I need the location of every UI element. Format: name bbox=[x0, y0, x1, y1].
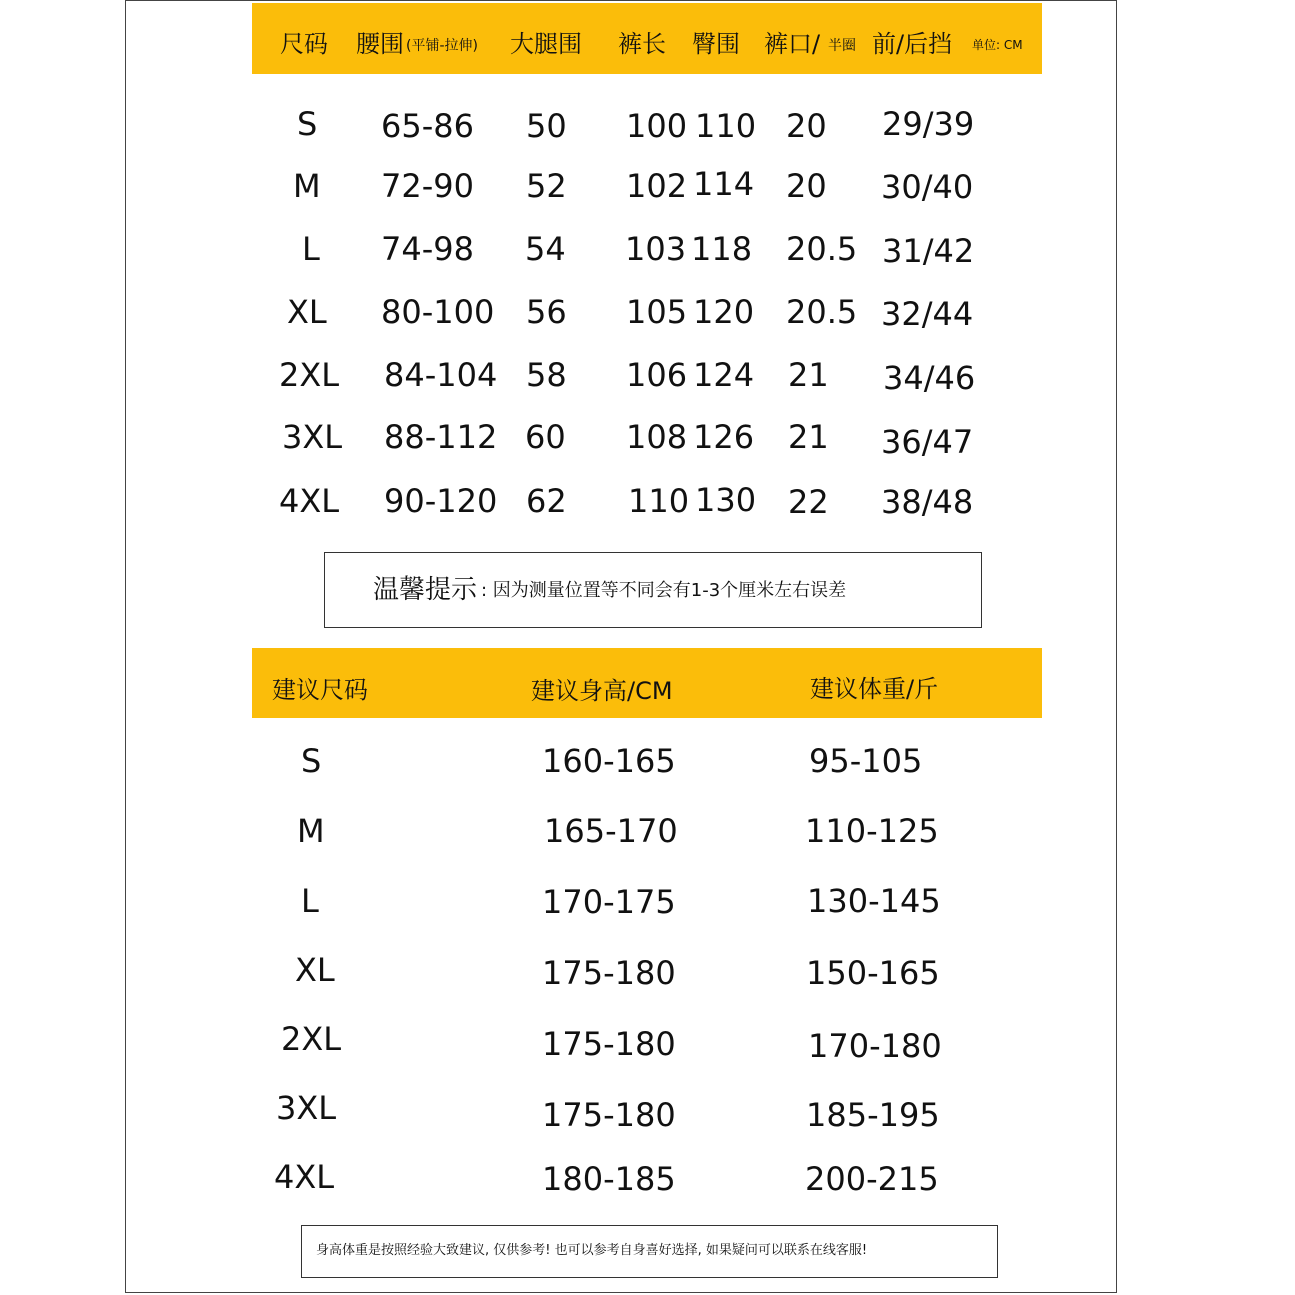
cell-weight: 170-180 bbox=[808, 1027, 942, 1065]
page-frame-top bbox=[125, 0, 1117, 1]
cell-weight: 150-165 bbox=[806, 954, 940, 992]
cell-rise: 29/39 bbox=[882, 105, 975, 143]
cell-thigh: 60 bbox=[525, 418, 566, 456]
header-thigh: 大腿围 bbox=[510, 30, 582, 58]
cell-rise: 38/48 bbox=[881, 483, 974, 521]
cell-thigh: 58 bbox=[526, 356, 567, 394]
cell-thigh: 62 bbox=[526, 482, 567, 520]
cell-weight: 130-145 bbox=[807, 882, 941, 920]
cell-rise: 30/40 bbox=[881, 168, 974, 206]
cell-waist: 90-120 bbox=[384, 482, 498, 520]
cell-rise: 34/46 bbox=[883, 359, 976, 397]
cell-size: L bbox=[302, 230, 320, 268]
header-rise: 前/后挡 bbox=[872, 30, 953, 58]
header-hip: 臀围 bbox=[692, 30, 740, 58]
recommend-table-header bbox=[252, 648, 1042, 718]
cell-hem: 20.5 bbox=[786, 293, 858, 331]
header-size: 尺码 bbox=[280, 30, 328, 58]
cell-height: 180-185 bbox=[542, 1160, 676, 1198]
cell-size: S bbox=[297, 105, 318, 143]
cell-size: 4XL bbox=[274, 1158, 335, 1196]
cell-size: 4XL bbox=[279, 482, 340, 520]
cell-waist: 74-98 bbox=[381, 230, 474, 268]
cell-hip: 120 bbox=[693, 293, 755, 331]
header-recommend-height: 建议身高/CM bbox=[531, 677, 673, 705]
footer-note-box bbox=[301, 1225, 998, 1278]
cell-length: 103 bbox=[625, 230, 687, 268]
cell-rise: 36/47 bbox=[881, 423, 974, 461]
cell-hem: 21 bbox=[788, 418, 829, 456]
cell-thigh: 56 bbox=[526, 293, 567, 331]
header-recommend-size: 建议尺码 bbox=[272, 676, 368, 704]
cell-hip: 114 bbox=[693, 165, 755, 203]
cell-hip: 130 bbox=[695, 481, 757, 519]
cell-height: 175-180 bbox=[542, 1096, 676, 1134]
cell-thigh: 50 bbox=[526, 107, 567, 145]
cell-height: 165-170 bbox=[544, 812, 678, 850]
cell-size: 2XL bbox=[281, 1020, 342, 1058]
cell-waist: 84-104 bbox=[384, 356, 498, 394]
cell-length: 100 bbox=[626, 107, 688, 145]
cell-weight: 200-215 bbox=[805, 1160, 939, 1198]
cell-size: 2XL bbox=[279, 356, 340, 394]
cell-length: 105 bbox=[626, 293, 688, 331]
cell-rise: 31/42 bbox=[882, 232, 975, 270]
cell-hem: 20.5 bbox=[786, 230, 858, 268]
cell-size: L bbox=[301, 882, 319, 920]
size-table-header bbox=[252, 3, 1042, 74]
cell-hem: 20 bbox=[786, 167, 827, 205]
cell-weight: 110-125 bbox=[805, 812, 939, 850]
cell-hem: 20 bbox=[786, 107, 827, 145]
cell-length: 108 bbox=[626, 418, 688, 456]
cell-length: 102 bbox=[626, 167, 688, 205]
footer-note-text: 身高体重是按照经验大致建议, 仅供参考! 也可以参考自身喜好选择, 如果疑问可以联系在线客服! bbox=[316, 1243, 868, 1258]
cell-thigh: 52 bbox=[526, 167, 567, 205]
cell-length: 106 bbox=[626, 356, 688, 394]
cell-size: S bbox=[301, 742, 322, 780]
cell-waist: 80-100 bbox=[381, 293, 495, 331]
cell-waist: 72-90 bbox=[381, 167, 474, 205]
cell-hip: 124 bbox=[693, 356, 755, 394]
cell-size: XL bbox=[295, 951, 335, 989]
cell-size: 3XL bbox=[282, 418, 343, 456]
cell-height: 170-175 bbox=[542, 883, 676, 921]
cell-weight: 95-105 bbox=[809, 742, 923, 780]
cell-waist: 65-86 bbox=[381, 107, 474, 145]
cell-hem: 22 bbox=[788, 483, 829, 521]
cell-size: XL bbox=[287, 293, 327, 331]
header-unit: 单位: CM bbox=[972, 38, 1023, 52]
cell-waist: 88-112 bbox=[384, 418, 498, 456]
cell-height: 160-165 bbox=[542, 742, 676, 780]
cell-height: 175-180 bbox=[542, 954, 676, 992]
header-hem: 裤口/ bbox=[764, 30, 821, 58]
cell-size: 3XL bbox=[276, 1089, 337, 1127]
cell-size: M bbox=[293, 167, 321, 205]
tip-box bbox=[324, 552, 982, 628]
cell-hip: 110 bbox=[695, 107, 757, 145]
cell-height: 175-180 bbox=[542, 1025, 676, 1063]
cell-hip: 126 bbox=[693, 418, 755, 456]
header-hem-note: 半圈 bbox=[828, 38, 856, 54]
header-length: 裤长 bbox=[618, 30, 666, 58]
cell-weight: 185-195 bbox=[806, 1096, 940, 1134]
cell-size: M bbox=[297, 812, 325, 850]
cell-rise: 32/44 bbox=[881, 295, 974, 333]
cell-hip: 118 bbox=[691, 230, 753, 268]
cell-length: 110 bbox=[628, 482, 690, 520]
cell-hem: 21 bbox=[788, 356, 829, 394]
tip-text: : 因为测量位置等不同会有1-3个厘米左右误差 bbox=[481, 580, 847, 601]
header-recommend-weight: 建议体重/斤 bbox=[810, 675, 939, 703]
tip-title: 温馨提示 bbox=[373, 575, 478, 605]
cell-thigh: 54 bbox=[525, 230, 566, 268]
header-waist-note: (平铺-拉伸) bbox=[406, 38, 478, 54]
header-waist: 腰围 bbox=[356, 30, 404, 58]
